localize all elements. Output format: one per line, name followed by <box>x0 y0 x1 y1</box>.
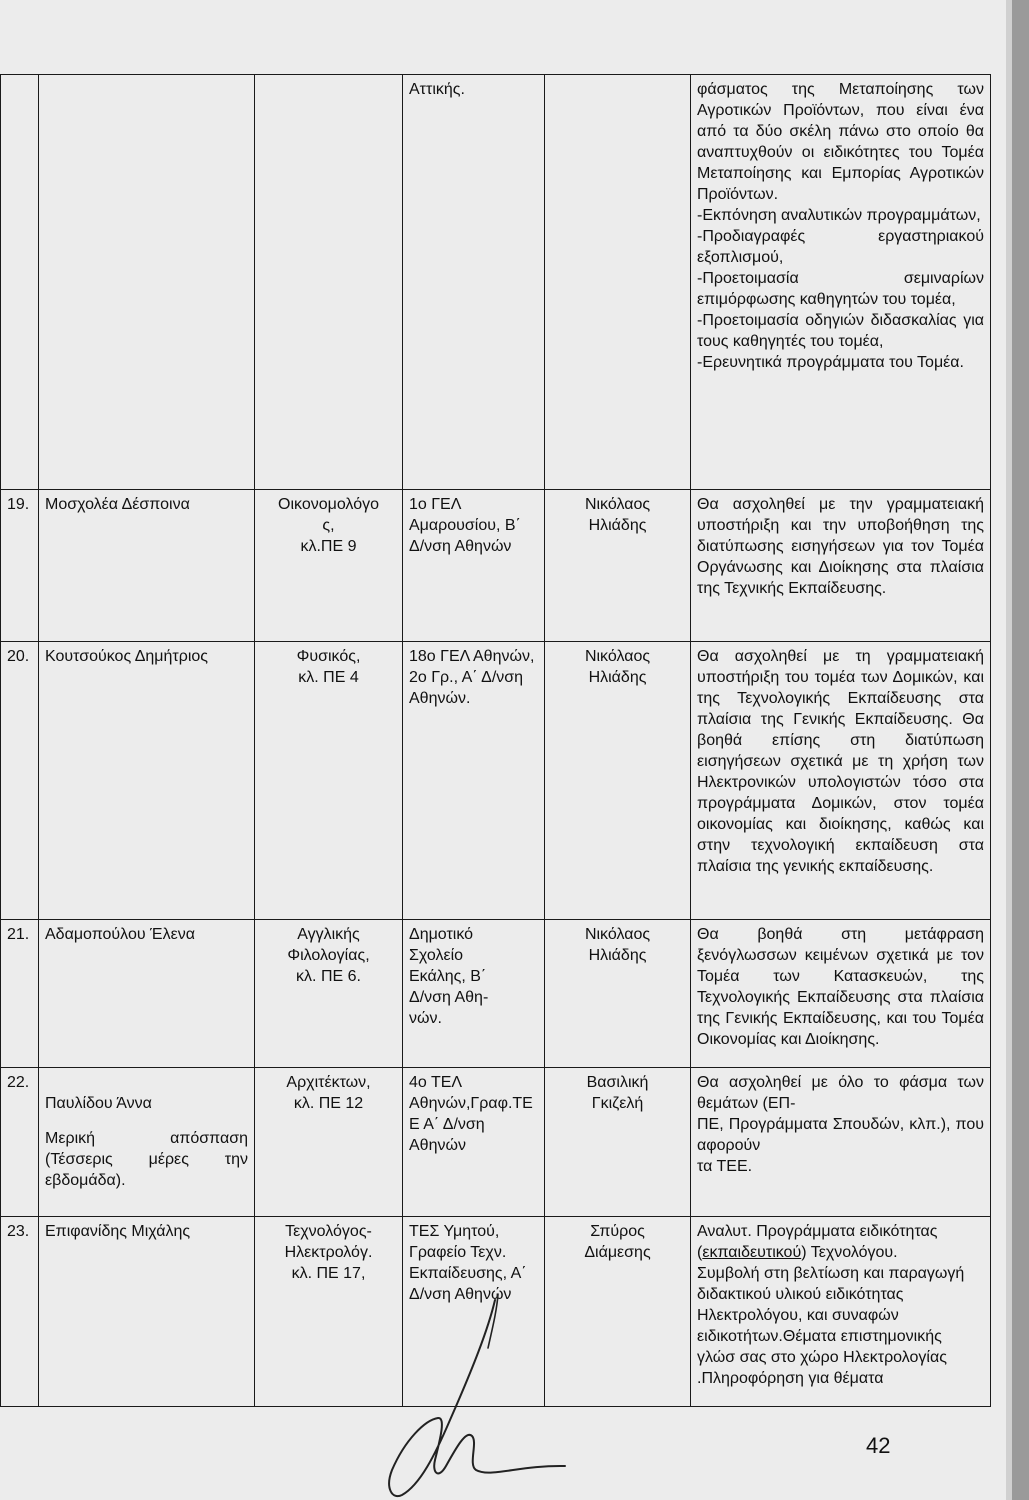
table-row <box>1 920 991 1068</box>
supervisor-name: Σπύρος Διάμεσης <box>545 1217 691 1407</box>
duties-description: Θα ασχοληθεί με τη γραμματειακή υποστήριξη του τομέα των Δομικών, και της Τεχνολογικής Εκπαίδευσης στα πλαίσια της Γενικής Εκπαίδευσης. Θα βοηθά επίσης στη διατύπωση εισηγήσεων σχετικά με τη χρήση των Ηλεκτρονικών υπολογιστών τόσο στα προγράμματα Δομικών, στον τομέα οικονομίας και διοίκησης, καθώς και στην τεχνολογική εκπαίδευση στα πλαίσια της γενικής εκπαίδευσης. <box>691 642 991 920</box>
page-binding-edge <box>1012 0 1029 1500</box>
row-number: 19. <box>1 490 39 642</box>
duties-description: Θα βοηθά στη μετάφραση ξενόγλωσσων κειμένων σχετικά με τον Τομέα των Κατασκευών, της Τεχνολογικής Εκπαίδευσης στα πλαίσια της Γενικής Εκπαίδευσης, και του Τομέα Οικονομίας και Διοίκησης. <box>691 920 991 1068</box>
supervisor-name: Βασιλική Γκιζελή <box>545 1068 691 1217</box>
supervisor-name: Νικόλαος Ηλιάδης <box>545 642 691 920</box>
handwritten-signature <box>380 1290 570 1500</box>
employee-specialty: Αγγλικής Φιλολογίας, κλ. ΠΕ 6. <box>255 920 403 1068</box>
employee-name: Αδαμοπούλου Έλενα <box>39 920 255 1068</box>
table-row <box>1 1068 991 1217</box>
row-number: 20. <box>1 642 39 920</box>
employee-specialty: Οικονομολόγο ς, κλ.ΠΕ 9 <box>255 490 403 642</box>
employee-school: ΤΕΣ Υμητού, Γραφείο Τεχν. Εκπαίδευσης, Α΄ Δ/νση Αθηνών <box>403 1217 545 1407</box>
employee-specialty: Φυσικός, κλ. ΠΕ 4 <box>255 642 403 920</box>
duties-prefix: Αναλυτ. Προγράμματα ειδικότητας ( <box>697 1223 938 1261</box>
employee-school: Αττικής. <box>403 75 545 490</box>
supervisor-name <box>545 75 691 490</box>
employee-name: Κουτσούκος Δημήτριος <box>39 642 255 920</box>
supervisor-name: Νικόλαος Ηλιάδης <box>545 920 691 1068</box>
employee-specialty: Τεχνολόγος- Ηλεκτρολόγ. κλ. ΠΕ 17, <box>255 1217 403 1407</box>
duties-underlined: εκπαιδευτικού <box>702 1244 802 1261</box>
table-row <box>1 642 991 920</box>
secondment-note: Μερική απόσπαση (Τέσσερις μέρες την εβδομάδα). <box>45 1130 248 1189</box>
duties-description: Θα ασχοληθεί με την γραμματειακή υποστήριξη και την υποβοήθηση της διατύπωσης εισηγήσεων για τον Τομέα Οργάνωσης και Διοίκησης στα πλαίσια της Τεχνικής Εκπαίδευσης. <box>691 490 991 642</box>
employee-name: Επιφανίδης Μιχάλης <box>39 1217 255 1407</box>
employee-specialty: Αρχιτέκτων, κλ. ΠΕ 12 <box>255 1068 403 1217</box>
employee-school: Δημοτικό Σχολείο Εκάλης, Β΄ Δ/νση Αθη- νών. <box>403 920 545 1068</box>
employee-name-cell <box>39 1068 255 1217</box>
duties-description <box>691 1217 991 1407</box>
employee-school: 1ο ΓΕΛ Αμαρουσίου, Β΄ Δ/νση Αθηνών <box>403 490 545 642</box>
employee-name: Παυλίδου Άννα <box>45 1095 152 1112</box>
supervisor-name: Νικόλαος Ηλιάδης <box>545 490 691 642</box>
row-number: 22. <box>1 1068 39 1217</box>
table-row <box>1 75 991 490</box>
employee-name <box>39 75 255 490</box>
row-number: 21. <box>1 920 39 1068</box>
employee-school: 4ο ΤΕΛ Αθηνών,Γραφ.ΤΕ Ε Α΄ Δ/νση Αθηνών <box>403 1068 545 1217</box>
duties-description: Θα ασχοληθεί με όλο το φάσμα των θεμάτων (ΕΠ- ΠΕ, Προγράμματα Σπουδών, κλπ.), που αφορούν τα ΤΕΕ. <box>691 1068 991 1217</box>
employee-name: Μοσχολέα Δέσποινα <box>39 490 255 642</box>
duties-description: φάσματος της Μεταποίησης των Αγροτικών Προϊόντων, που είναι ένα από τα δύο σκέλη πάνω στο οποίο θα αναπτυχθούν οι ειδικότητες του Τομέα Μεταποίησης και Εμπορίας Αγροτικών Προϊόντων. -Εκπόνηση αναλυτικών προγραμμάτων, -Προδιαγραφές εργαστηριακού εξοπλισμού, -Προετοιμασία σεμιναρίων επιμόρφωσης καθηγητών του τομέα, -Προετοιμασία οδηγιών διδασκαλίας για τους καθηγητές του τομέα, -Ερευνητικά προγράμματα του Τομέα. <box>691 75 991 490</box>
page-number: 42 <box>866 1433 891 1458</box>
staff-table <box>0 74 991 1407</box>
row-number <box>1 75 39 490</box>
employee-school: 18ο ΓΕΛ Αθηνών, 2ο Γρ., Α΄ Δ/νση Αθηνών. <box>403 642 545 920</box>
duties-suffix: ) Τεχνολόγου. Συμβολή στη βελτίωση και παραγωγή διδακτικού υλικού ειδικότητας Ηλεκτρολόγου, και συναφών ειδικοτήτων.Θέματα επιστημονικής γλώσ σας στο χώρο Ηλεκτρολογίας .Πληροφόρηση για θέματα <box>697 1244 965 1387</box>
table-row <box>1 490 991 642</box>
employee-specialty <box>255 75 403 490</box>
row-number: 23. <box>1 1217 39 1407</box>
